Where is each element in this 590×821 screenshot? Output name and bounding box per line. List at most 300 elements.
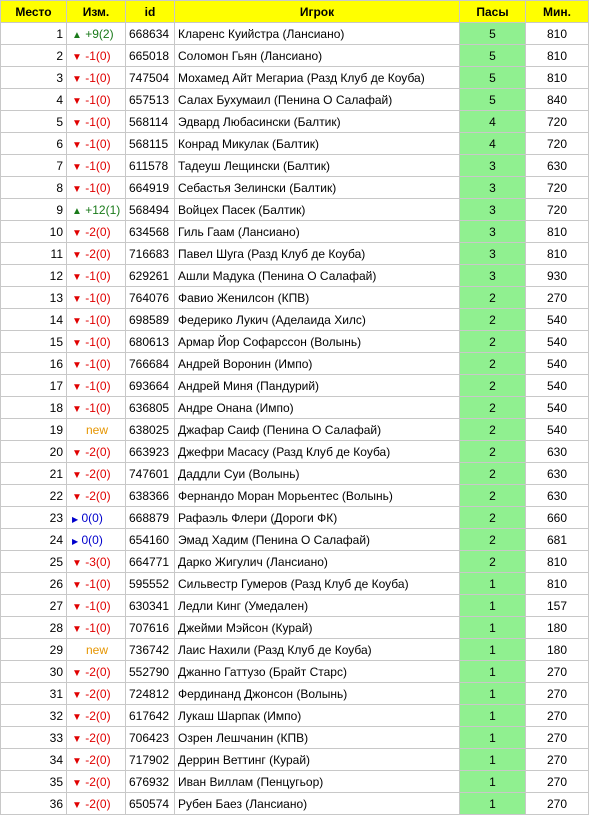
minutes-cell: 810 — [526, 45, 589, 67]
player-id-cell: 663923 — [126, 441, 175, 463]
player-name-cell: Андрей Миня (Пандурий) — [175, 375, 460, 397]
table-row[interactable] — [1, 133, 589, 155]
change-value: -1(0) — [85, 92, 111, 107]
player-name-cell: Конрад Микулак (Балтик) — [175, 133, 460, 155]
player-id-cell: 664771 — [126, 551, 175, 573]
change-indicator — [72, 93, 111, 107]
arrow-down-icon: ▼ — [72, 623, 82, 635]
minutes-cell: 720 — [526, 111, 589, 133]
minutes-cell: 540 — [526, 397, 589, 419]
table-row[interactable] — [1, 375, 589, 397]
minutes-cell: 540 — [526, 309, 589, 331]
change-value: -1(0) — [85, 334, 111, 349]
place-cell: 11 — [1, 243, 67, 265]
change-indicator — [72, 159, 111, 173]
passes-cell: 1 — [460, 617, 526, 639]
change-value: -2(0) — [85, 752, 111, 767]
arrow-down-icon: ▼ — [72, 315, 82, 327]
table-row[interactable] — [1, 353, 589, 375]
player-name-cell: Гиль Гаам (Лансиано) — [175, 221, 460, 243]
table-row[interactable] — [1, 595, 589, 617]
place-cell: 6 — [1, 133, 67, 155]
change-cell — [67, 749, 126, 771]
table-row[interactable] — [1, 331, 589, 353]
table-row[interactable] — [1, 89, 589, 111]
player-id-cell: 680613 — [126, 331, 175, 353]
change-indicator — [72, 665, 111, 679]
minutes-cell: 930 — [526, 265, 589, 287]
player-id-cell: 617642 — [126, 705, 175, 727]
table-row[interactable] — [1, 793, 589, 815]
place-cell: 22 — [1, 485, 67, 507]
place-cell: 18 — [1, 397, 67, 419]
place-cell: 13 — [1, 287, 67, 309]
player-name-cell: Джейми Мэйсон (Курай) — [175, 617, 460, 639]
change-value: -2(0) — [85, 686, 111, 701]
minutes-cell: 630 — [526, 441, 589, 463]
change-indicator — [72, 401, 111, 415]
table-row[interactable] — [1, 617, 589, 639]
player-name-cell: Армар Йор Софарссон (Волынь) — [175, 331, 460, 353]
passes-cell: 4 — [460, 133, 526, 155]
minutes-cell: 157 — [526, 595, 589, 617]
change-cell — [67, 177, 126, 199]
arrow-down-icon: ▼ — [72, 601, 82, 613]
minutes-cell: 630 — [526, 485, 589, 507]
player-name-cell: Андрей Воронин (Импо) — [175, 353, 460, 375]
passes-cell: 2 — [460, 463, 526, 485]
player-name-cell: Федерико Лукич (Аделаида Хилс) — [175, 309, 460, 331]
table-row[interactable] — [1, 111, 589, 133]
change-indicator — [72, 753, 111, 767]
change-indicator — [72, 797, 111, 811]
place-cell: 9 — [1, 199, 67, 221]
passes-cell: 5 — [460, 89, 526, 111]
player-name-cell: Рафаэль Флери (Дороги ФК) — [175, 507, 460, 529]
change-indicator — [72, 247, 111, 261]
change-indicator — [72, 731, 111, 745]
header-id[interactable]: id — [126, 1, 175, 23]
place-cell: 32 — [1, 705, 67, 727]
minutes-cell: 540 — [526, 419, 589, 441]
passes-cell: 3 — [460, 155, 526, 177]
minutes-cell: 840 — [526, 89, 589, 111]
place-cell: 17 — [1, 375, 67, 397]
arrow-down-icon: ▼ — [72, 293, 82, 305]
player-id-cell: 630341 — [126, 595, 175, 617]
player-name-cell: Соломон Гьян (Лансиано) — [175, 45, 460, 67]
change-cell — [67, 419, 126, 441]
table-row[interactable] — [1, 551, 589, 573]
arrow-down-icon: ▼ — [72, 755, 82, 767]
passes-cell: 1 — [460, 727, 526, 749]
player-id-cell: 724812 — [126, 683, 175, 705]
change-value: +12(1) — [85, 202, 121, 217]
change-cell — [67, 45, 126, 67]
arrow-down-icon: ▼ — [72, 777, 82, 789]
change-cell — [67, 573, 126, 595]
player-id-cell: 568114 — [126, 111, 175, 133]
table-row[interactable] — [1, 573, 589, 595]
change-cell — [67, 155, 126, 177]
change-cell — [67, 595, 126, 617]
header-player[interactable]: Игрок — [175, 1, 460, 23]
player-id-cell: 668879 — [126, 507, 175, 529]
table-row[interactable] — [1, 705, 589, 727]
passes-cell: 2 — [460, 551, 526, 573]
change-indicator — [72, 291, 111, 305]
change-indicator — [72, 49, 111, 63]
table-row[interactable] — [1, 463, 589, 485]
change-cell — [67, 111, 126, 133]
change-value: -2(0) — [85, 444, 111, 459]
minutes-cell: 270 — [526, 683, 589, 705]
player-name-cell: Джефри Масасу (Разд Клуб де Коуба) — [175, 441, 460, 463]
place-cell: 12 — [1, 265, 67, 287]
arrow-down-icon: ▼ — [72, 491, 82, 503]
place-cell: 5 — [1, 111, 67, 133]
change-value: -2(0) — [85, 796, 111, 811]
change-cell — [67, 639, 126, 661]
change-cell — [67, 67, 126, 89]
header-row — [1, 1, 589, 23]
change-value: -1(0) — [85, 620, 111, 635]
change-indicator — [72, 115, 111, 129]
player-id-cell: 634568 — [126, 221, 175, 243]
change-value: -1(0) — [85, 158, 111, 173]
arrow-up-icon: ▲ — [72, 205, 82, 217]
change-indicator — [72, 709, 111, 723]
passes-cell: 3 — [460, 199, 526, 221]
passes-cell: 1 — [460, 573, 526, 595]
header-minutes[interactable]: Мин. — [526, 1, 589, 23]
player-name-cell: Павел Шуга (Разд Клуб де Коуба) — [175, 243, 460, 265]
player-id-cell: 568494 — [126, 199, 175, 221]
change-cell — [67, 507, 126, 529]
player-name-cell: Фердинанд Джонсон (Волынь) — [175, 683, 460, 705]
place-cell: 36 — [1, 793, 67, 815]
player-name-cell: Эдвард Любасински (Балтик) — [175, 111, 460, 133]
passes-cell: 1 — [460, 683, 526, 705]
player-name-cell: Дарко Жигулич (Лансиано) — [175, 551, 460, 573]
minutes-cell: 540 — [526, 353, 589, 375]
header-change[interactable]: Изм. — [67, 1, 126, 23]
table-row[interactable] — [1, 309, 589, 331]
player-id-cell: 664919 — [126, 177, 175, 199]
player-id-cell: 657513 — [126, 89, 175, 111]
table-row[interactable] — [1, 771, 589, 793]
table-row[interactable] — [1, 397, 589, 419]
player-name-cell: Сильвестр Гумеров (Разд Клуб де Коуба) — [175, 573, 460, 595]
change-value: -1(0) — [85, 312, 111, 327]
place-cell: 20 — [1, 441, 67, 463]
player-id-cell: 636805 — [126, 397, 175, 419]
passes-cell: 3 — [460, 177, 526, 199]
place-cell: 23 — [1, 507, 67, 529]
table-row[interactable] — [1, 199, 589, 221]
table-row[interactable] — [1, 661, 589, 683]
change-indicator — [72, 335, 111, 349]
player-name-cell: Ледли Кинг (Умедален) — [175, 595, 460, 617]
passes-cell: 2 — [460, 309, 526, 331]
passes-cell: 3 — [460, 243, 526, 265]
minutes-cell: 810 — [526, 23, 589, 45]
place-cell: 7 — [1, 155, 67, 177]
change-indicator — [72, 555, 111, 569]
table-row[interactable] — [1, 749, 589, 771]
player-name-cell: Озрен Лешчанин (КПВ) — [175, 727, 460, 749]
place-cell: 26 — [1, 573, 67, 595]
minutes-cell: 180 — [526, 639, 589, 661]
player-name-cell: Лукаш Шарпак (Импо) — [175, 705, 460, 727]
change-cell — [67, 617, 126, 639]
minutes-cell: 660 — [526, 507, 589, 529]
arrow-down-icon: ▼ — [72, 689, 82, 701]
change-value: -1(0) — [85, 114, 111, 129]
change-indicator — [72, 445, 111, 459]
table-row[interactable] — [1, 243, 589, 265]
place-cell: 1 — [1, 23, 67, 45]
arrow-down-icon: ▼ — [72, 403, 82, 415]
change-cell — [67, 221, 126, 243]
table-row[interactable] — [1, 529, 589, 551]
place-cell: 35 — [1, 771, 67, 793]
minutes-cell: 270 — [526, 793, 589, 815]
change-indicator — [72, 687, 111, 701]
change-indicator — [72, 533, 103, 547]
change-value: -1(0) — [85, 576, 111, 591]
arrow-down-icon: ▼ — [72, 733, 82, 745]
minutes-cell: 720 — [526, 133, 589, 155]
passes-cell: 1 — [460, 661, 526, 683]
passes-cell: 3 — [460, 221, 526, 243]
minutes-cell: 540 — [526, 375, 589, 397]
passes-cell: 2 — [460, 485, 526, 507]
place-cell: 29 — [1, 639, 67, 661]
passes-cell: 2 — [460, 397, 526, 419]
change-value: -2(0) — [85, 466, 111, 481]
player-id-cell: 736742 — [126, 639, 175, 661]
change-indicator — [72, 313, 111, 327]
table-row[interactable] — [1, 683, 589, 705]
place-cell: 30 — [1, 661, 67, 683]
change-indicator — [72, 27, 114, 41]
change-value: -1(0) — [85, 70, 111, 85]
player-name-cell: Себастья Зелински (Балтик) — [175, 177, 460, 199]
minutes-cell: 810 — [526, 551, 589, 573]
change-cell — [67, 441, 126, 463]
place-cell: 3 — [1, 67, 67, 89]
minutes-cell: 270 — [526, 287, 589, 309]
table-row[interactable] — [1, 287, 589, 309]
player-id-cell: 716683 — [126, 243, 175, 265]
table-row[interactable] — [1, 419, 589, 441]
player-name-cell: Фернандо Моран Морьентес (Волынь) — [175, 485, 460, 507]
player-id-cell: 568115 — [126, 133, 175, 155]
arrow-down-icon: ▼ — [72, 117, 82, 129]
player-name-cell: Иван Виллам (Пенцугьор) — [175, 771, 460, 793]
player-id-cell: 638025 — [126, 419, 175, 441]
arrow-down-icon: ▼ — [72, 95, 82, 107]
change-cell — [67, 287, 126, 309]
player-name-cell: Ашли Мадука (Пенина О Салафай) — [175, 265, 460, 287]
table-row[interactable] — [1, 23, 589, 45]
minutes-cell: 630 — [526, 155, 589, 177]
place-cell: 2 — [1, 45, 67, 67]
minutes-cell: 810 — [526, 221, 589, 243]
arrow-down-icon: ▼ — [72, 51, 82, 63]
table-row[interactable] — [1, 507, 589, 529]
passes-cell: 2 — [460, 375, 526, 397]
change-indicator — [72, 621, 111, 635]
place-cell: 31 — [1, 683, 67, 705]
arrow-down-icon: ▼ — [72, 139, 82, 151]
place-cell: 14 — [1, 309, 67, 331]
place-cell: 21 — [1, 463, 67, 485]
table-row[interactable] — [1, 45, 589, 67]
change-value: -2(0) — [85, 774, 111, 789]
change-cell — [67, 683, 126, 705]
change-indicator — [72, 181, 111, 195]
passes-cell: 5 — [460, 67, 526, 89]
change-cell — [67, 265, 126, 287]
player-name-cell: Эмад Хадим (Пенина О Салафай) — [175, 529, 460, 551]
header-place[interactable]: Место — [1, 1, 67, 23]
header-passes[interactable]: Пасы — [460, 1, 526, 23]
minutes-cell: 681 — [526, 529, 589, 551]
change-cell — [67, 727, 126, 749]
change-indicator — [72, 225, 111, 239]
place-cell: 4 — [1, 89, 67, 111]
arrow-down-icon: ▼ — [72, 183, 82, 195]
change-value: -1(0) — [85, 290, 111, 305]
player-name-cell: Тадеуш Лещински (Балтик) — [175, 155, 460, 177]
passes-cell: 4 — [460, 111, 526, 133]
change-value: new — [85, 642, 108, 657]
change-value: -1(0) — [85, 400, 111, 415]
change-cell — [67, 331, 126, 353]
place-cell: 10 — [1, 221, 67, 243]
place-cell: 19 — [1, 419, 67, 441]
change-value: -3(0) — [85, 554, 111, 569]
change-cell — [67, 309, 126, 331]
change-indicator — [72, 357, 111, 371]
change-indicator — [72, 467, 111, 481]
passes-cell: 2 — [460, 441, 526, 463]
change-cell — [67, 133, 126, 155]
table-row[interactable] — [1, 67, 589, 89]
arrow-right-icon: ▶ — [72, 514, 79, 524]
passes-cell: 2 — [460, 287, 526, 309]
change-value: -2(0) — [85, 224, 111, 239]
passes-cell: 1 — [460, 749, 526, 771]
change-value: 0(0) — [81, 532, 103, 547]
change-value: -2(0) — [85, 708, 111, 723]
passes-cell: 1 — [460, 705, 526, 727]
arrow-right-icon: ▶ — [72, 536, 79, 546]
player-name-cell: Даддли Суи (Волынь) — [175, 463, 460, 485]
player-id-cell: 665018 — [126, 45, 175, 67]
change-value: -1(0) — [85, 598, 111, 613]
table-row[interactable] — [1, 265, 589, 287]
player-id-cell: 764076 — [126, 287, 175, 309]
arrow-down-icon: ▼ — [72, 469, 82, 481]
passes-cell: 1 — [460, 793, 526, 815]
place-cell: 28 — [1, 617, 67, 639]
minutes-cell: 270 — [526, 749, 589, 771]
change-indicator — [72, 269, 111, 283]
table-row[interactable] — [1, 155, 589, 177]
player-id-cell: 629261 — [126, 265, 175, 287]
table-row[interactable] — [1, 639, 589, 661]
player-id-cell: 654160 — [126, 529, 175, 551]
player-id-cell: 766684 — [126, 353, 175, 375]
player-id-cell: 717902 — [126, 749, 175, 771]
change-indicator — [72, 775, 111, 789]
table-row[interactable] — [1, 441, 589, 463]
arrow-down-icon: ▼ — [72, 447, 82, 459]
player-id-cell: 707616 — [126, 617, 175, 639]
change-cell — [67, 485, 126, 507]
change-cell — [67, 375, 126, 397]
change-cell — [67, 89, 126, 111]
player-name-cell: Андре Онана (Импо) — [175, 397, 460, 419]
player-name-cell: Рубен Баез (Лансиано) — [175, 793, 460, 815]
change-value: -1(0) — [85, 136, 111, 151]
minutes-cell: 720 — [526, 199, 589, 221]
place-cell: 33 — [1, 727, 67, 749]
passes-cell: 5 — [460, 23, 526, 45]
change-value: -1(0) — [85, 356, 111, 371]
minutes-cell: 270 — [526, 661, 589, 683]
arrow-down-icon: ▼ — [72, 359, 82, 371]
minutes-cell: 270 — [526, 705, 589, 727]
passes-cell: 1 — [460, 639, 526, 661]
change-value: -1(0) — [85, 268, 111, 283]
change-cell — [67, 463, 126, 485]
player-name-cell: Кларенс Куийстра (Лансиано) — [175, 23, 460, 45]
minutes-cell: 180 — [526, 617, 589, 639]
table-row[interactable] — [1, 727, 589, 749]
change-cell — [67, 243, 126, 265]
player-id-cell: 552790 — [126, 661, 175, 683]
player-name-cell: Лаис Нахили (Разд Клуб де Коуба) — [175, 639, 460, 661]
place-cell: 8 — [1, 177, 67, 199]
place-cell: 15 — [1, 331, 67, 353]
minutes-cell: 270 — [526, 771, 589, 793]
player-id-cell: 747601 — [126, 463, 175, 485]
player-id-cell: 650574 — [126, 793, 175, 815]
change-indicator — [72, 137, 111, 151]
table-row[interactable] — [1, 177, 589, 199]
change-indicator — [72, 577, 111, 591]
table-row[interactable] — [1, 485, 589, 507]
passes-cell: 2 — [460, 419, 526, 441]
passes-cell: 2 — [460, 331, 526, 353]
player-name-cell: Салах Бухумаил (Пенина О Салафай) — [175, 89, 460, 111]
change-cell — [67, 705, 126, 727]
minutes-cell: 540 — [526, 331, 589, 353]
player-id-cell: 698589 — [126, 309, 175, 331]
arrow-down-icon: ▼ — [72, 557, 82, 569]
minutes-cell: 270 — [526, 727, 589, 749]
change-value: 0(0) — [81, 510, 103, 525]
change-cell — [67, 23, 126, 45]
minutes-cell: 810 — [526, 243, 589, 265]
place-cell: 34 — [1, 749, 67, 771]
change-cell — [67, 529, 126, 551]
table-row[interactable] — [1, 221, 589, 243]
